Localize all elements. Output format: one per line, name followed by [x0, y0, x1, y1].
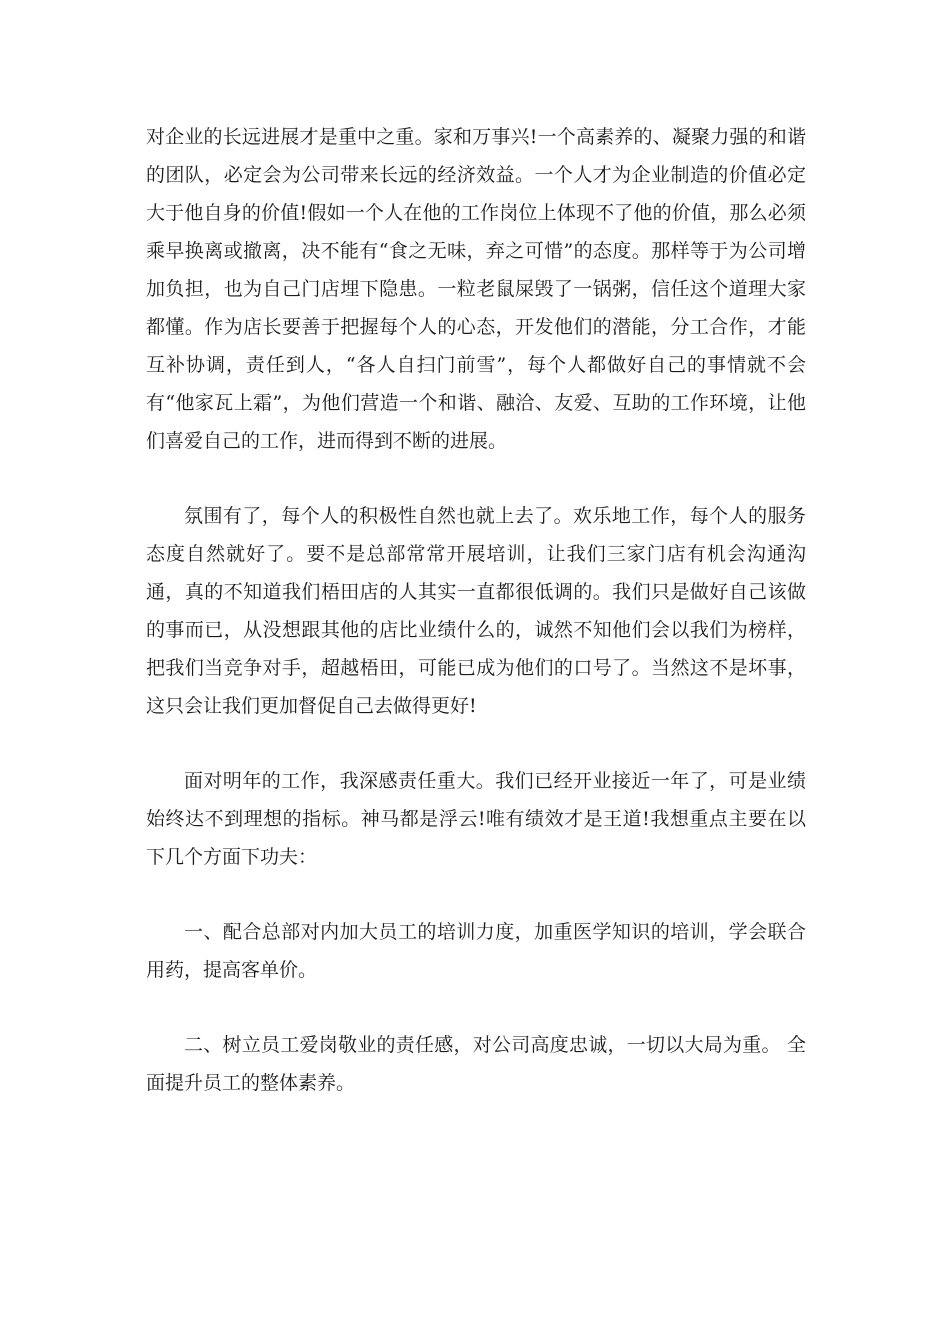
paragraph-1: 对企业的长远进展才是重中之重。家和万事兴!一个高素养的、凝聚力强的和谐的团队，必定会为公司带来长远的经济效益。一个人才为企业制造的价值必定大于他自身的价值!假如一个人在他的工作岗位上体现不了他的价值，那么必须乘早换离或撤离，决不能有“食之无味，弃之可惜”的态度。那样等于为公司增加负担，也为自己门店埋下隐患。一粒老鼠屎毁了一锅粥，信任这个道理大家都懂。作为店长要善于把握每个人的心态，开发他们的潜能，分工合作，才能互补协调，责任到人，“各人自扫门前雪”，每个人都做好自己的事情就不会有“他家瓦上霜”，为他们营造一个和谐、融洽、友爱、互助的工作环境，让他们喜爱自己的工作，进而得到不断的进展。	[146, 126, 806, 452]
paragraph-2: 氛围有了，每个人的积极性自然也就上去了。欢乐地工作，每个人的服务态度自然就好了。要不是总部常常开展培训，让我们三家门店有机会沟通沟通，真的不知道我们梧田店的人其实一直都很低调的。我们只是做好自己该做的事而已，从没想跟其他的店比业绩什么的，诚然不知他们会以我们为榜样，把我们当竞争对手，超越梧田，可能已成为他们的口号了。当然这不是坏事，这只会让我们更加督促自己去做得更好!	[146, 505, 806, 717]
document-body	[146, 118, 806, 1139]
paragraph-4: 一、配合总部对内加大员工的培训力度，加重医学知识的培训，学会联合用药，提高客单价。	[146, 921, 806, 981]
paragraph-5: 二、树立员工爱岗敬业的责任感，对公司高度忠诚，一切以大局为重。 全面提升员工的整体素养。	[146, 1034, 806, 1094]
paragraph-3: 面对明年的工作，我深感责任重大。我们已经开业接近一年了，可是业绩始终达不到理想的指标。神马都是浮云!唯有绩效才是王道!我想重点主要在以下几个方面下功夫：	[146, 770, 806, 868]
